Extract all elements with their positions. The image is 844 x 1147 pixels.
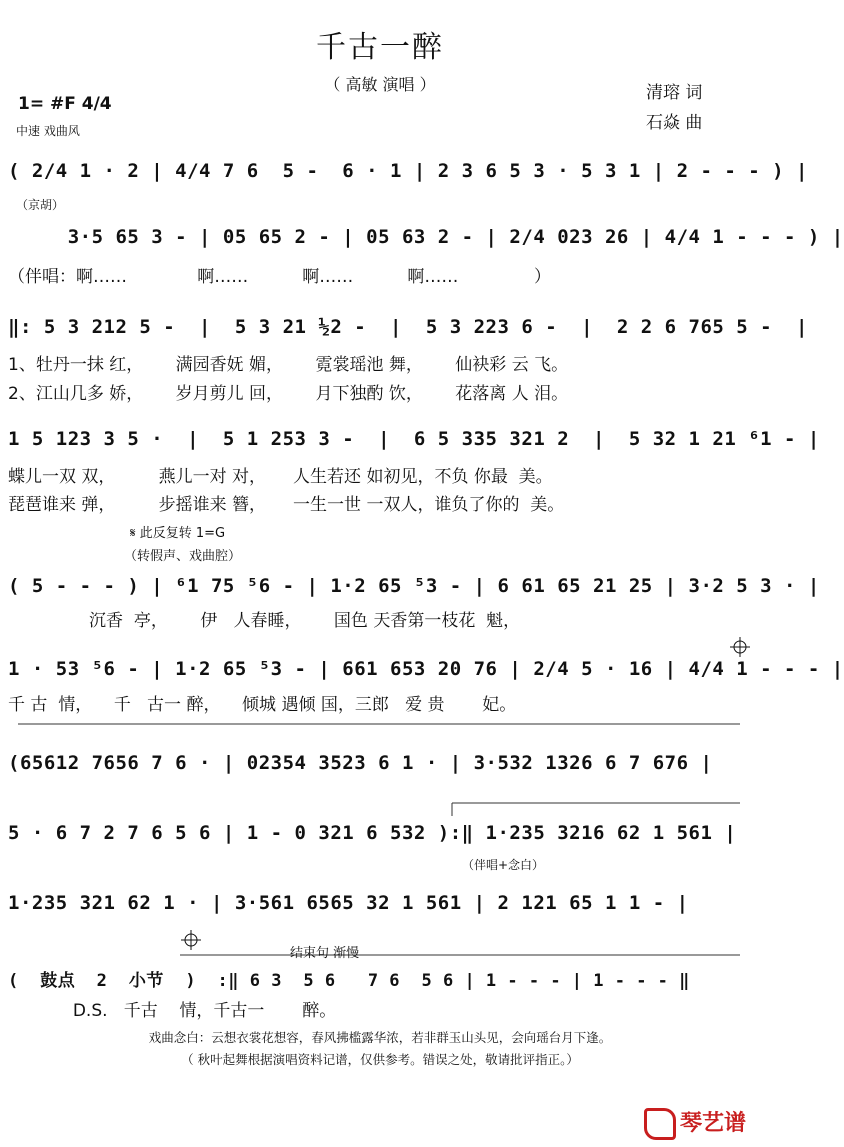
lyric-line: D.S. 千古 情，千古一 醉。 <box>8 1001 337 1021</box>
voice-label: （转假声、戏曲腔） <box>124 549 242 564</box>
coda-icon <box>730 637 750 657</box>
lyric-line: 蝶儿一双 双， 燕儿一对 对， 人生若还 如初见，不负 你最 美。 <box>8 467 553 487</box>
logo-icon <box>644 1108 676 1140</box>
ending-label: 结束句 渐慢 <box>290 946 360 961</box>
subtitle: （ 高敏 演唱 ） <box>324 75 436 94</box>
music-line: ( 5 - - - ) | ⁶1 75 ⁵6 - | 1·2 65 ⁵3 - | 6 61 65 21 25 | 3·2 5 3 · | <box>8 575 820 597</box>
composer: 石焱 曲 <box>646 113 703 133</box>
tempo-marking: 中速 戏曲风 <box>16 124 80 138</box>
lyric-line: 2、江山几多 娇， 岁月剪儿 回， 月下独酌 饮， 花落离 人 泪。 <box>8 384 569 404</box>
recital-note: 戏曲念白：云想衣裳花想容，春风拂槛露华浓，若非群玉山头见，会向瑶台月下逢。 <box>148 1030 612 1045</box>
key-signature: 1= #F 4/4 <box>18 94 112 114</box>
music-line: (65612 7656 7 6 · | 02354 3523 6 1 · | 3·532 1326 6 7 676 | <box>8 752 713 774</box>
music-line: 1 5 123 3 5 · | 5 1 253 3 - | 6 5 335 321 2 | 5 32 1 21 ⁶1 - | <box>8 428 820 450</box>
music-line: 1 · 53 ⁵6 - | 1·2 65 ⁵3 - | 661 653 20 76 | 2/4 5 · 16 | 4/4 1 - - - | <box>8 658 844 680</box>
disclaimer-note: （ 秋叶起舞根据演唱资料记谱，仅供参考。错误之处，敬请批评指正。） <box>181 1052 579 1067</box>
music-line: ( 2/4 1 · 2 | 4/4 7 6 5 - 6 · 1 | 2 3 6 5 3 · 5 3 1 | 2 - - - ) | <box>8 160 808 182</box>
segno-label: 𝄋 此反复转 1=G <box>130 526 226 541</box>
music-line: ( 鼓点 2 小节 ) :‖ 6 3 5 6 7 6 5 6 | 1 - - - | 1 - - - ‖ <box>8 971 690 991</box>
music-line: 1·235 321 62 1 · | 3·561 6565 32 1 561 | 2 121 65 1 1 - | <box>8 892 689 914</box>
lyric-line: 千 古 情， 千 古一 醉， 倾城 遇倾 国，三郎 爱 贵 妃。 <box>8 695 517 715</box>
music-line: 5 · 6 7 2 7 6 5 6 | 1 - 0 321 6 532 ):‖ 1·235 3216 62 1 561 | <box>8 822 737 844</box>
lyric-line: 1、牡丹一抹 红， 满园香妩 媚， 霓裳瑶池 舞， 仙袂彩 云 飞。 <box>8 355 569 375</box>
music-line: 3·5 65 3 - | 05 65 2 - | 05 63 2 - | 2/4 023 26 | 4/4 1 - - - ) | <box>8 226 844 248</box>
instrument-label: （京胡） <box>16 198 65 212</box>
page-title: 千古一醉 <box>316 30 444 65</box>
music-line: ‖: 5 3 212 5 - | 5 3 21 ½2 - | 5 3 223 6 - | 2 2 6 765 5 - | <box>8 316 808 338</box>
lyric-line: 沉香 亭， 伊 人春睡， 国色 天香第一枝花 魁， <box>8 611 521 631</box>
lyric-line: （伴唱：啊…… 啊…… 啊…… 啊…… ） <box>8 267 551 287</box>
chorus-label: （伴唱+念白） <box>462 858 545 872</box>
watermark-logo <box>644 1106 746 1140</box>
lyric-line: 琵琶谁来 弹， 步摇谁来 簪， 一生一世 一双人，谁负了你的 美。 <box>8 495 565 515</box>
lyricist: 清瑢 词 <box>646 83 703 103</box>
watermark-text: 琴艺谱 <box>679 1111 746 1136</box>
coda-icon <box>181 930 201 950</box>
